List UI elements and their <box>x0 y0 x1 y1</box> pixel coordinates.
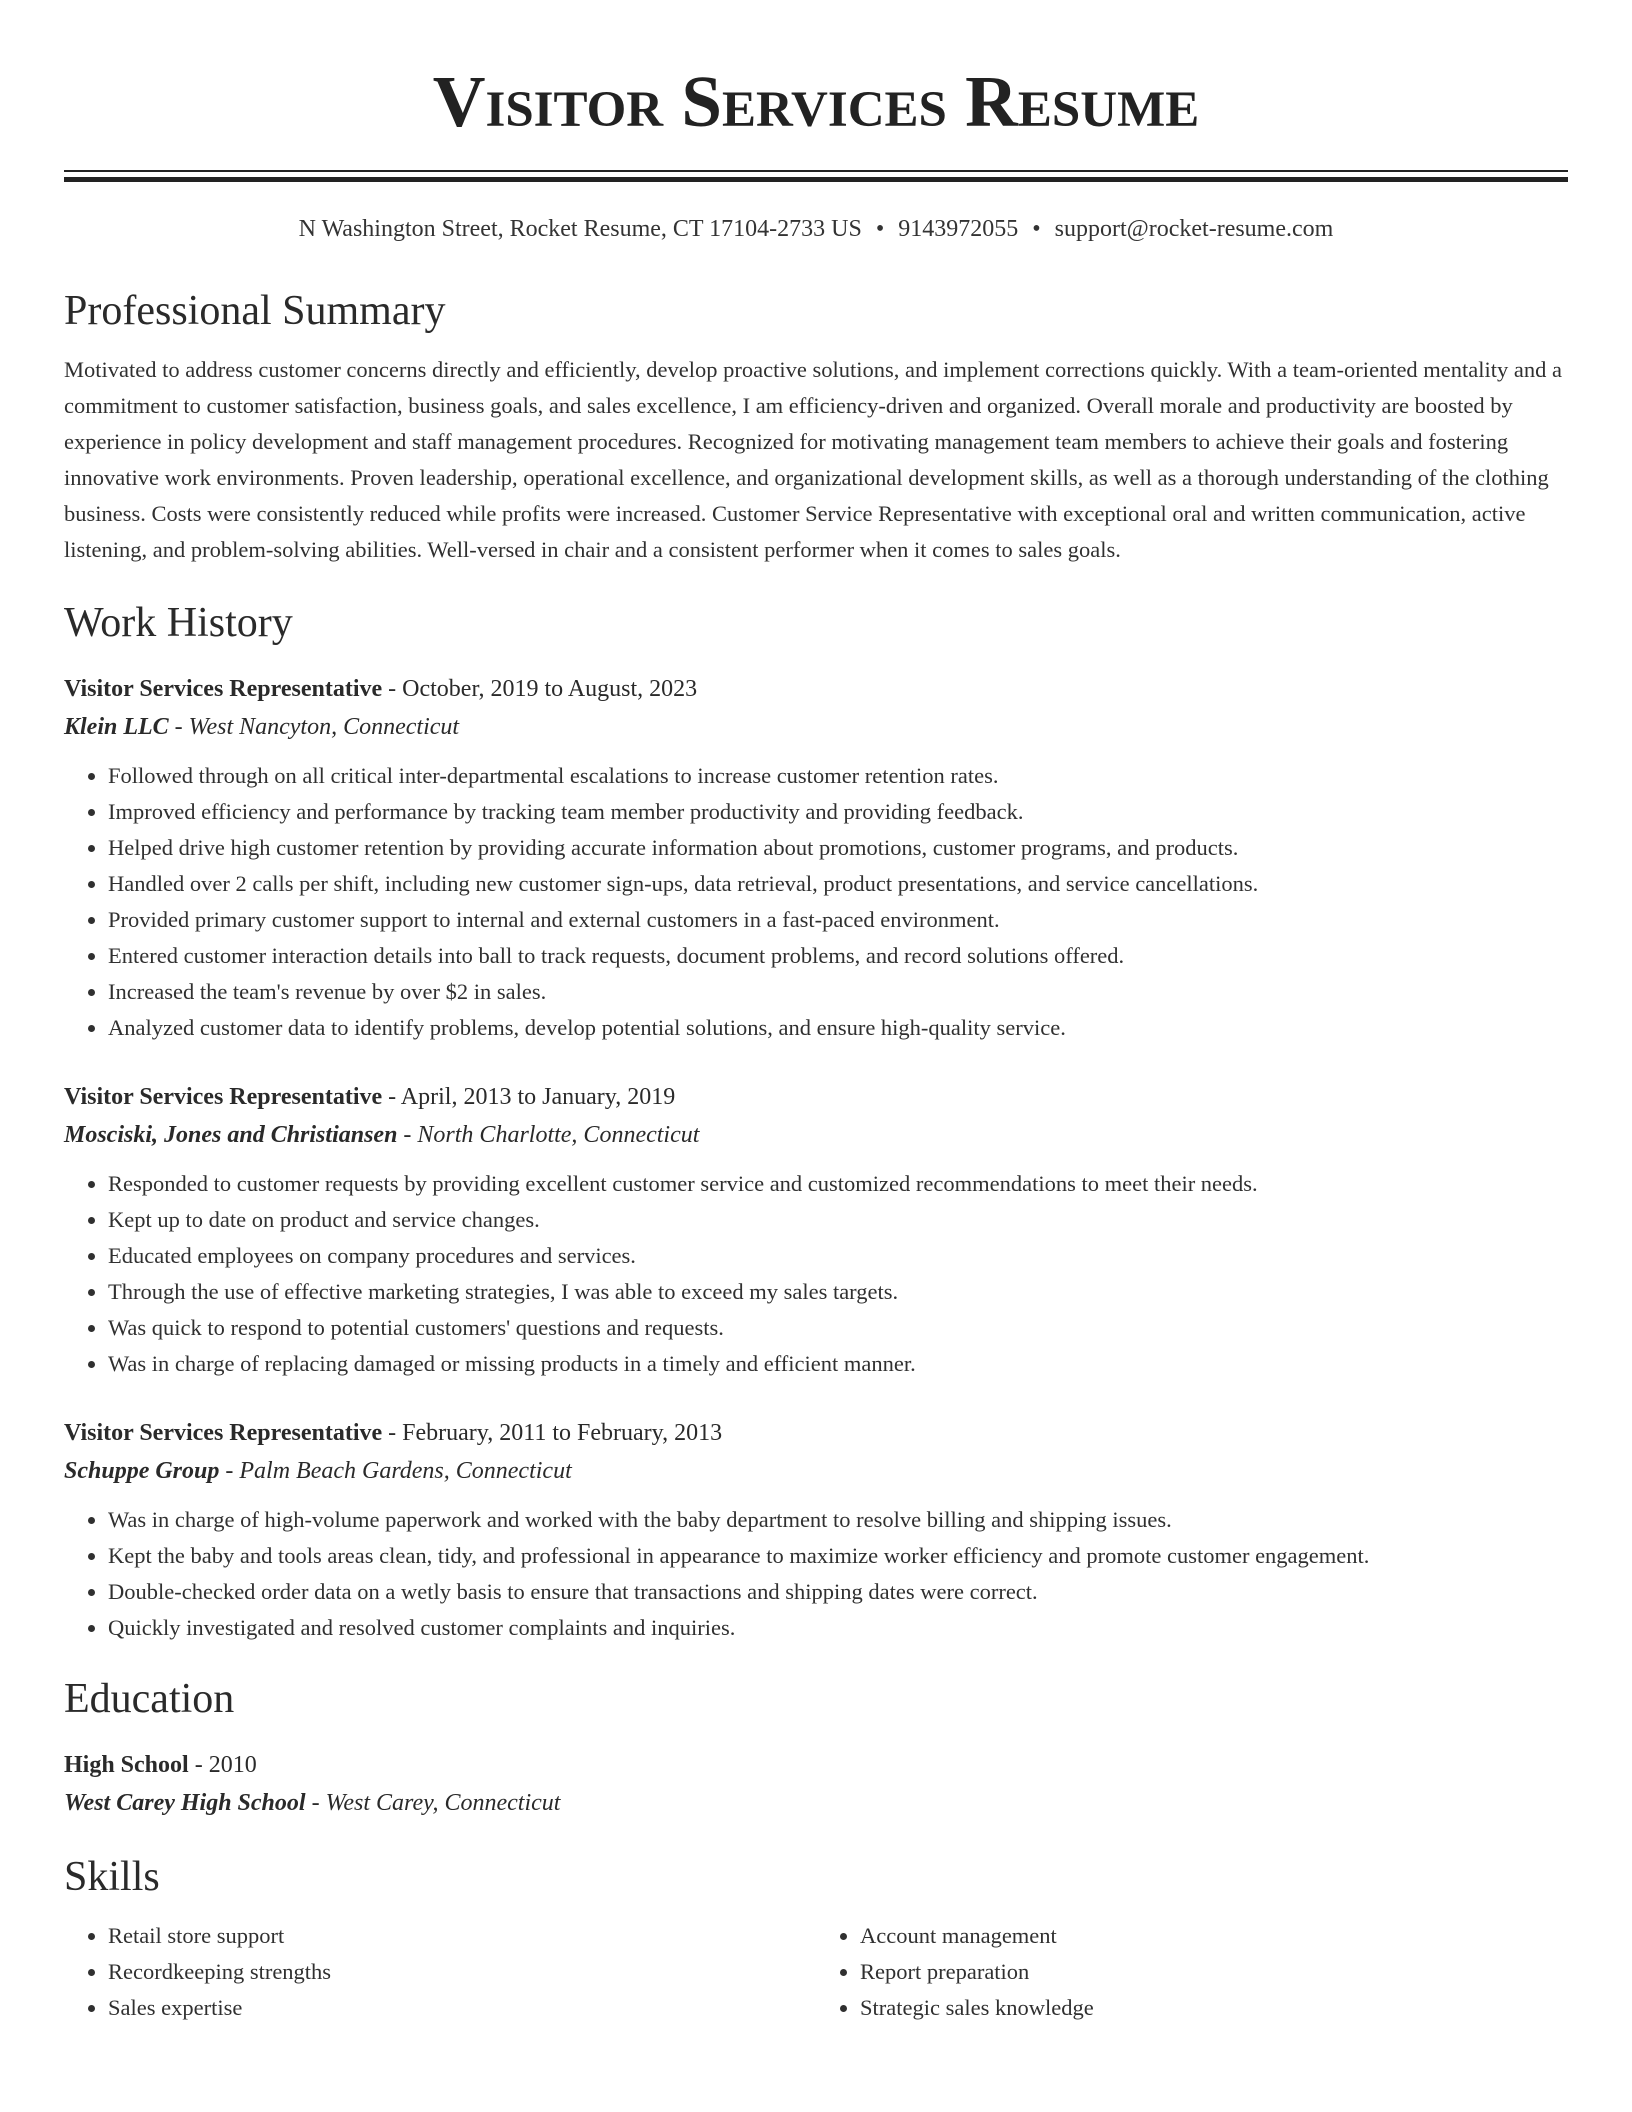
job-location: - North Charlotte, Connecticut <box>397 1122 700 1148</box>
resume-title: Visitor Services Resume <box>432 61 1200 142</box>
title-divider-thin <box>64 170 1568 172</box>
title-divider-thick <box>64 177 1568 182</box>
job-location: - Palm Beach Gardens, Connecticut <box>219 1458 572 1484</box>
job-bullet: • Analyzed customer data to identify problems, develop potential solutions, and ensure high-quality service. <box>108 1010 1568 1046</box>
skill-item: • Recordkeeping strengths <box>108 1954 816 1990</box>
contact-line <box>64 214 1568 244</box>
job-bullet: • Was quick to respond to potential customers' questions and requests. <box>108 1310 1568 1346</box>
summary-text: Motivated to address customer concerns directly and efficiently, develop proactive solutions, and implement corrections quickly. With a team-oriented mentality and a commitment to customer satisfaction, business goals, and sales excellence, I am efficiency-driven and organized. Overall morale and productivity are boosted by experience in policy development and staff management procedures. Recognized for motivating management team members to achieve their goals and fostering innovative work environments. Proven leadership, operational excellence, and organizational development skills, as well as a thorough understanding of the clothing business. Costs were consistently reduced while profits were increased. Customer Service Representative with exceptional oral and written communication, active listening, and problem-solving abilities. Well-versed in chair and a consistent performer when it comes to sales goals. <box>64 357 1563 562</box>
job-bullet: • Helped drive high customer retention by providing accurate information about promotions, customer programs, and products. <box>108 830 1568 866</box>
education-heading: Education <box>64 1676 235 1722</box>
job-bullets <box>64 1166 1568 1382</box>
education-school-line <box>64 1784 1568 1822</box>
skill-item: • Report preparation <box>860 1954 1568 1990</box>
education-year: - 2010 <box>188 1752 257 1778</box>
education-school: West Carey High School <box>64 1790 306 1816</box>
job-company: Klein LLC <box>64 714 169 740</box>
skills-heading: Skills <box>64 1854 160 1900</box>
job-company: Mosciski, Jones and Christiansen <box>64 1122 398 1148</box>
job-entry <box>64 1078 1568 1382</box>
summary-heading: Professional Summary <box>64 288 446 334</box>
job-bullet: • Provided primary customer support to internal and external customers in a fast-paced environment. <box>108 902 1568 938</box>
job-title-line <box>64 1078 1568 1116</box>
job-company-line <box>64 708 1568 746</box>
job-bullet: • Improved efficiency and performance by tracking team member productivity and providing feedback. <box>108 794 1568 830</box>
job-bullet: • Kept the baby and tools areas clean, tidy, and professional in appearance to maximize worker efficiency and promote customer engagement. <box>108 1538 1568 1574</box>
skill-item: • Strategic sales knowledge <box>860 1990 1568 2026</box>
job-dates: - April, 2013 to January, 2019 <box>382 1084 676 1110</box>
skill-item: • Sales expertise <box>108 1990 816 2026</box>
job-bullet: • Entered customer interaction details into ball to track requests, document problems, and record solutions offered. <box>108 938 1568 974</box>
contact-separator: • <box>1032 216 1041 242</box>
job-dates: - October, 2019 to August, 2023 <box>382 676 698 702</box>
job-bullet: • Followed through on all critical inter-departmental escalations to increase customer retention rates. <box>108 758 1568 794</box>
job-entry <box>64 670 1568 1046</box>
job-bullets <box>64 758 1568 1046</box>
education-degree-line <box>64 1746 1568 1784</box>
education-location: - West Carey, Connecticut <box>305 1790 561 1816</box>
skills-column-left <box>64 1918 816 2026</box>
job-company: Schuppe Group <box>64 1458 220 1484</box>
work-history-heading: Work History <box>64 600 293 646</box>
job-company-line <box>64 1452 1568 1490</box>
job-title: Visitor Services Representative <box>64 676 383 702</box>
job-company-line <box>64 1116 1568 1154</box>
job-bullet: • Educated employees on company procedures and services. <box>108 1238 1568 1274</box>
job-title-line <box>64 1414 1568 1452</box>
job-bullet: • Was in charge of replacing damaged or missing products in a timely and efficient manner. <box>108 1346 1568 1382</box>
job-bullet: • Responded to customer requests by providing excellent customer service and customized recommendations to meet their needs. <box>108 1166 1568 1202</box>
job-bullet: • Increased the team's revenue by over $2 in sales. <box>108 974 1568 1010</box>
job-location: - West Nancyton, Connecticut <box>168 714 460 740</box>
job-bullet: • Double-checked order data on a wetly basis to ensure that transactions and shipping dates were correct. <box>108 1574 1568 1610</box>
job-bullet: • Was in charge of high-volume paperwork and worked with the baby department to resolve billing and shipping issues. <box>108 1502 1568 1538</box>
job-bullets <box>64 1502 1568 1646</box>
job-bullet: • Quickly investigated and resolved customer complaints and inquiries. <box>108 1610 1568 1646</box>
job-bullet: • Kept up to date on product and service changes. <box>108 1202 1568 1238</box>
contact-address: N Washington Street, Rocket Resume, CT 17104-2733 US <box>298 216 862 242</box>
contact-phone: 9143972055 <box>898 216 1019 242</box>
education-entry <box>64 1746 1568 1822</box>
job-title-line <box>64 670 1568 708</box>
contact-separator: • <box>875 216 885 242</box>
job-bullet: • Through the use of effective marketing strategies, I was able to exceed my sales targets. <box>108 1274 1568 1310</box>
job-title: Visitor Services Representative <box>64 1420 383 1446</box>
skill-item: • Account management <box>860 1918 1568 1954</box>
job-title: Visitor Services Representative <box>64 1084 383 1110</box>
skill-item: • Retail store support <box>108 1918 816 1954</box>
education-degree: High School <box>64 1752 189 1778</box>
job-dates: - February, 2011 to February, 2013 <box>382 1420 723 1446</box>
skills-list <box>64 1918 1568 2026</box>
contact-email[interactable]: support@rocket-resume.com <box>1054 216 1334 242</box>
job-bullet: • Handled over 2 calls per shift, including new customer sign-ups, data retrieval, product presentations, and service cancellations. <box>108 866 1568 902</box>
skills-column-right <box>816 1918 1568 2026</box>
job-entry <box>64 1414 1568 1646</box>
